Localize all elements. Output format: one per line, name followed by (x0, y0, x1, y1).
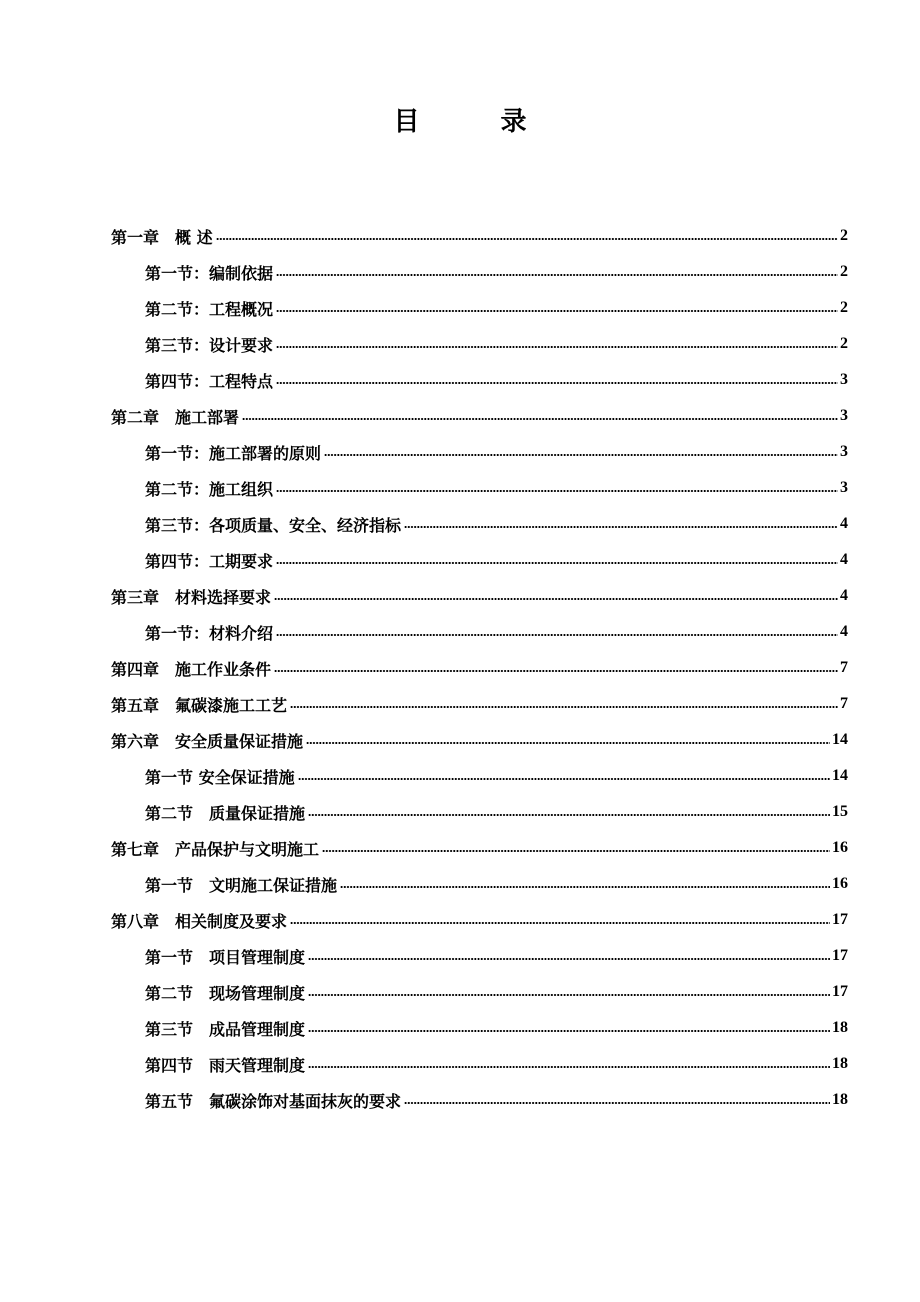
toc-dot-leader (306, 741, 830, 745)
toc-page-number: 14 (832, 767, 848, 784)
toc-entry-label: 第三节：各项质量、安全、经济指标 (145, 515, 402, 535)
toc-dot-leader (276, 381, 838, 385)
toc-section-entry[interactable] (111, 866, 848, 902)
toc-entry-label: 第八章 相关制度及要求 (111, 911, 288, 931)
toc-dot-leader (276, 309, 838, 313)
toc-section-entry[interactable] (111, 470, 848, 506)
toc-entry-label: 第四节 雨天管理制度 (145, 1055, 306, 1075)
toc-chapter-entry[interactable] (111, 398, 848, 434)
toc-page-number: 16 (832, 875, 848, 892)
toc-section-entry[interactable] (111, 974, 848, 1010)
toc-page-number: 17 (832, 983, 848, 1000)
toc-chapter-entry[interactable] (111, 902, 848, 938)
toc-dot-leader (276, 489, 838, 493)
toc-chapter-entry[interactable] (111, 218, 848, 254)
toc-section-entry[interactable] (111, 1082, 848, 1118)
toc-section-entry[interactable] (111, 362, 848, 398)
toc-entry-label: 第四节：工期要求 (145, 551, 274, 571)
toc-dot-leader (340, 885, 830, 889)
toc-dot-leader (308, 1065, 830, 1069)
toc-page-number: 18 (832, 1019, 848, 1036)
toc-page-number: 14 (832, 731, 848, 748)
toc-page-number: 2 (840, 299, 848, 316)
toc-entry-label: 第一节 项目管理制度 (145, 947, 306, 967)
toc-dot-leader (276, 633, 838, 637)
toc-entry-label: 第二节 现场管理制度 (145, 983, 306, 1003)
toc-chapter-entry[interactable] (111, 830, 848, 866)
toc-dot-leader (308, 1029, 830, 1033)
toc-entry-label: 第三章 材料选择要求 (111, 587, 272, 607)
toc-page-number: 18 (832, 1091, 848, 1108)
toc-page-number: 2 (840, 263, 848, 280)
toc-dot-leader (290, 705, 838, 709)
toc-section-entry[interactable] (111, 326, 848, 362)
toc-section-entry[interactable] (111, 1046, 848, 1082)
toc-page-number: 3 (840, 443, 848, 460)
toc-dot-leader (290, 921, 830, 925)
toc-entry-label: 第六章 安全质量保证措施 (111, 731, 304, 751)
toc-entry-label: 第五节 氟碳涂饰对基面抹灰的要求 (145, 1091, 402, 1111)
toc-section-entry[interactable] (111, 290, 848, 326)
toc-chapter-entry[interactable] (111, 650, 848, 686)
toc-section-entry[interactable] (111, 1010, 848, 1046)
toc-section-entry[interactable] (111, 542, 848, 578)
toc-entry-label: 第四章 施工作业条件 (111, 659, 272, 679)
toc-entry-label: 第二章 施工部署 (111, 407, 240, 427)
toc-entry-label: 第一节：施工部署的原则 (145, 443, 322, 463)
toc-entry-label: 第三节：设计要求 (145, 335, 274, 355)
toc-page-number: 17 (832, 947, 848, 964)
toc-entry-label: 第五章 氟碳漆施工工艺 (111, 695, 288, 715)
toc-page-number: 15 (832, 803, 848, 820)
toc-section-entry[interactable] (111, 434, 848, 470)
toc-page-number: 4 (840, 551, 848, 568)
toc-section-entry[interactable] (111, 758, 848, 794)
toc-entry-label: 第四节：工程特点 (145, 371, 274, 391)
toc-page-number: 3 (840, 407, 848, 424)
toc-entry-label: 第二节 质量保证措施 (145, 803, 306, 823)
toc-dot-leader (308, 957, 830, 961)
toc-dot-leader (216, 237, 838, 241)
toc-dot-leader (276, 561, 838, 565)
toc-page-number: 3 (840, 371, 848, 388)
toc-dot-leader (276, 273, 838, 277)
toc-page-number: 3 (840, 479, 848, 496)
toc-dot-leader (322, 849, 830, 853)
toc-page-number: 7 (840, 695, 848, 712)
toc-dot-leader (276, 345, 838, 349)
toc-entry-label: 第一节：材料介绍 (145, 623, 274, 643)
toc-entry-label: 第三节 成品管理制度 (145, 1019, 306, 1039)
toc-section-entry[interactable] (111, 938, 848, 974)
toc-list (111, 218, 848, 1118)
toc-page-number: 17 (832, 911, 848, 928)
toc-page-number: 4 (840, 515, 848, 532)
toc-page-number: 16 (832, 839, 848, 856)
toc-dot-leader (274, 669, 838, 673)
toc-page-number: 2 (840, 335, 848, 352)
toc-entry-label: 第一章 概 述 (111, 227, 213, 247)
toc-dot-leader (324, 453, 838, 457)
toc-dot-leader (404, 525, 838, 529)
toc-page-number: 7 (840, 659, 848, 676)
toc-chapter-entry[interactable] (111, 686, 848, 722)
toc-dot-leader (242, 417, 838, 421)
toc-entry-label: 第七章 产品保护与文明施工 (111, 839, 320, 859)
toc-page-number: 2 (840, 227, 848, 244)
toc-section-entry[interactable] (111, 254, 848, 290)
toc-dot-leader (404, 1101, 830, 1105)
toc-chapter-entry[interactable] (111, 578, 848, 614)
toc-chapter-entry[interactable] (111, 722, 848, 758)
toc-section-entry[interactable] (111, 614, 848, 650)
toc-entry-label: 第二节：施工组织 (145, 479, 274, 499)
toc-section-entry[interactable] (111, 506, 848, 542)
toc-page-number: 4 (840, 623, 848, 640)
toc-dot-leader (308, 993, 830, 997)
toc-page-number: 18 (832, 1055, 848, 1072)
toc-section-entry[interactable] (111, 794, 848, 830)
toc-entry-label: 第一节：编制依据 (145, 263, 274, 283)
toc-entry-label: 第一节 安全保证措施 (145, 767, 295, 787)
toc-entry-label: 第一节 文明施工保证措施 (145, 875, 338, 895)
toc-title: 目 录 (393, 107, 563, 137)
toc-dot-leader (274, 597, 838, 601)
toc-dot-leader (308, 813, 830, 817)
toc-entry-label: 第二节：工程概况 (145, 299, 274, 319)
toc-dot-leader (298, 777, 830, 781)
toc-page-number: 4 (840, 587, 848, 604)
